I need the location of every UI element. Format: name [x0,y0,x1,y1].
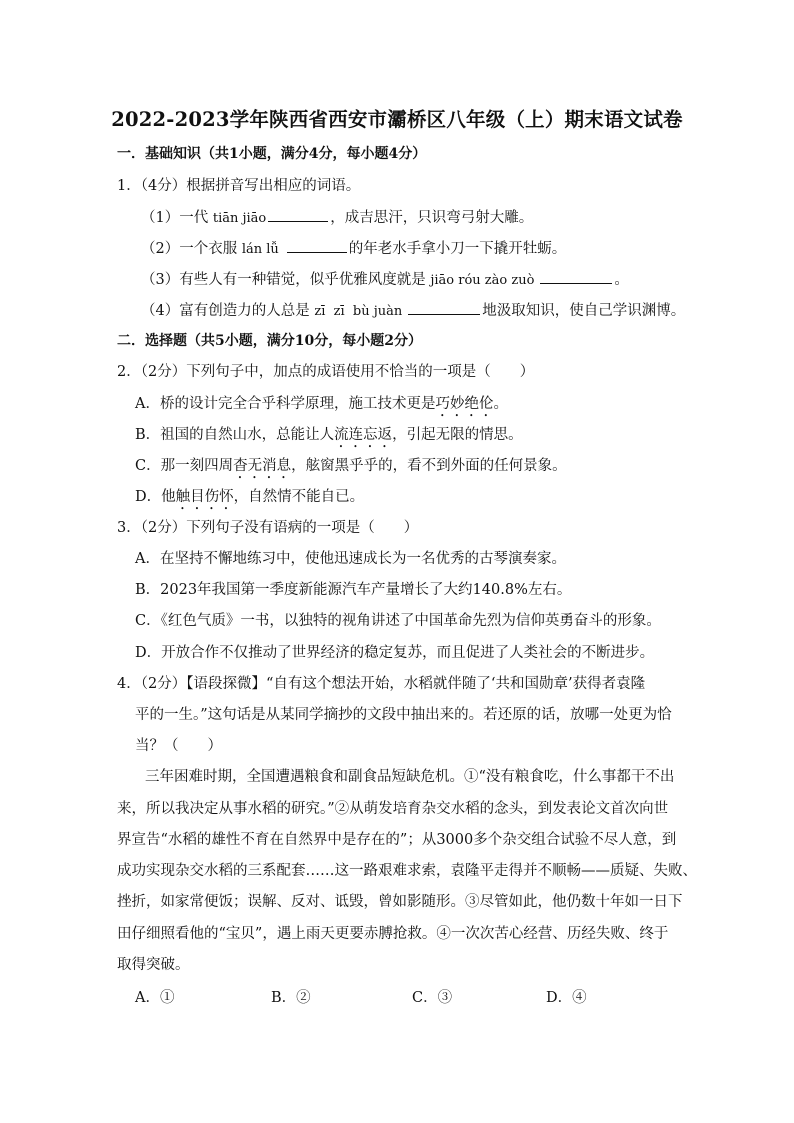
passage-line-7: 取得突破。 [117,957,190,973]
option-text: ，舷窗黑乎乎的，看不到外面的任何景象。 [291,458,567,474]
dotted-idiom: 触目伤怀 [175,489,234,505]
question-4-stem-line-1: 4．（2分）【语段探微】“自有这个想法开始，水稻就伴随了‘共和国勋章’获得者袁隆 [117,676,646,692]
pinyin: zī zī bù juàn [314,304,403,319]
question-2-option-d[interactable] [135,487,364,513]
question-4-option-b[interactable]: B．② [271,990,311,1006]
question-3-option-c[interactable]: C．《红色气质》一书，以独特的视角讲述了中国革命先烈为信仰英勇奋斗的形象。 [135,613,661,629]
passage-line-1: 三年困难时期，全国遭遇粮食和副食品短缺危机。①“没有粮食吃，什么事都干不出 [145,769,675,785]
question-1-item-4 [141,300,685,322]
answer-blank[interactable] [408,300,480,315]
question-2-stem [117,362,534,382]
dotted-idiom: 流连忘返 [334,427,393,443]
option-text: 。 [493,396,508,412]
item-text: （3）有些人有一种错觉，似乎优雅风度就是 [141,272,431,288]
passage-line-6: 田仔细照看他的“宝贝”，遇上雨天更要赤膊抢救。④一次次苦心经营、历经失败、终于 [117,926,669,942]
passage-line-5: 挫折，如家常便饭；误解、反对、诋毁，曾如影随形。③尽管如此，他仍数十年如一日下 [117,894,683,910]
question-4-option-a[interactable]: A．① [135,990,175,1006]
stem-text: 2．（2分）下列句子中，加点的成语使用 [117,364,375,380]
item-text: （2）一个衣服 [141,241,242,257]
item-text: 的年老水手拿小刀一下撬开牡蛎。 [348,241,567,257]
option-text: ，自然情不能自已。 [233,489,365,505]
question-2-option-b[interactable] [135,425,523,451]
pinyin: lán lǚ [241,242,279,257]
section-heading-choice: 二．选择题（共5小题，满分10分，每小题2分） [117,333,422,349]
item-text: ，成吉思汗，只识弯弓射大雕。 [330,210,534,226]
passage-line-2: 来，所以我决定从事水稻的研究。”②从萌发培育杂交水稻的念头，到发表论文首次向世 [117,801,669,817]
item-text: 地汲取知识，使自己学识渊博。 [482,303,686,319]
passage-line-3: 界宣告“水稻的雄性不育在自然界中是存在的”；从3000多个杂交组合试验不尽人意，到 [117,832,677,848]
answer-blank[interactable] [287,238,347,253]
question-2-option-c[interactable] [135,456,567,482]
question-4-option-c[interactable]: C．③ [412,990,453,1006]
option-text: C．那一刻四周 [135,458,234,474]
section-heading-basic: 一．基础知识（共1小题，满分4分，每小题4分） [117,146,427,162]
item-text: 。 [614,272,629,288]
question-4-option-d[interactable]: D．④ [546,990,587,1006]
question-3-option-b[interactable]: B．2023年我国第一季度新能源汽车产量增长了大约140.8%左右。 [135,582,572,598]
option-text: A．桥的设计完全合乎科学原理，施工技术更是 [135,396,436,412]
item-text: （4）富有创造力的人总是 [141,303,315,319]
item-text: （1）一代 [141,210,213,226]
answer-blank[interactable] [268,207,328,222]
answer-blank[interactable] [540,269,612,284]
question-3-stem: 3．（2分）下列句子没有语病的一项是（ ） [117,520,419,536]
pinyin: tiān jiāo [212,211,267,226]
dotted-idiom: 杳无消息 [233,458,292,474]
option-text: B．祖国的自然山水，总能让人 [135,427,335,443]
option-text: ，引起无限的情思。 [392,427,523,443]
question-4-options [0,986,794,1006]
question-3-option-a[interactable]: A．在坚持不懈地练习中，使他迅速成长为一名优秀的古琴演奏家。 [135,551,566,567]
dotted-idiom: 巧妙绝伦 [435,396,494,412]
question-4-stem-line-3: 当？（ ） [135,738,222,754]
question-1-stem: 1．（4分）根据拼音写出相应的词语。 [117,178,361,194]
question-1-item-3 [141,269,629,291]
stem-text: 恰当的一项是（ ） [389,364,535,380]
page-title: 2022-2023学年陕西省西安市灞桥区八年级（上）期末语文试卷 [111,108,683,131]
question-2-option-a[interactable] [135,394,508,420]
question-4-stem-line-2: 平的一生。”这句话是从某同学摘抄的文段中抽出来的。若还原的话，放哪一处更为恰 [135,707,672,723]
passage-line-4: 成功实现杂交水稻的三系配套……这一路艰难求索，袁隆平走得并不顺畅——质疑、失败、 [117,863,697,879]
question-1-item-2 [141,238,566,260]
question-1-item-1 [141,207,533,229]
pinyin: jiāo róu zào zuò [430,273,535,288]
option-text: D．他 [135,489,176,505]
question-3-option-d[interactable]: D．开放合作不仅推动了世界经济的稳定复苏，而且促进了人类社会的不断进步。 [135,645,655,661]
negation-word: 不 [374,364,390,380]
